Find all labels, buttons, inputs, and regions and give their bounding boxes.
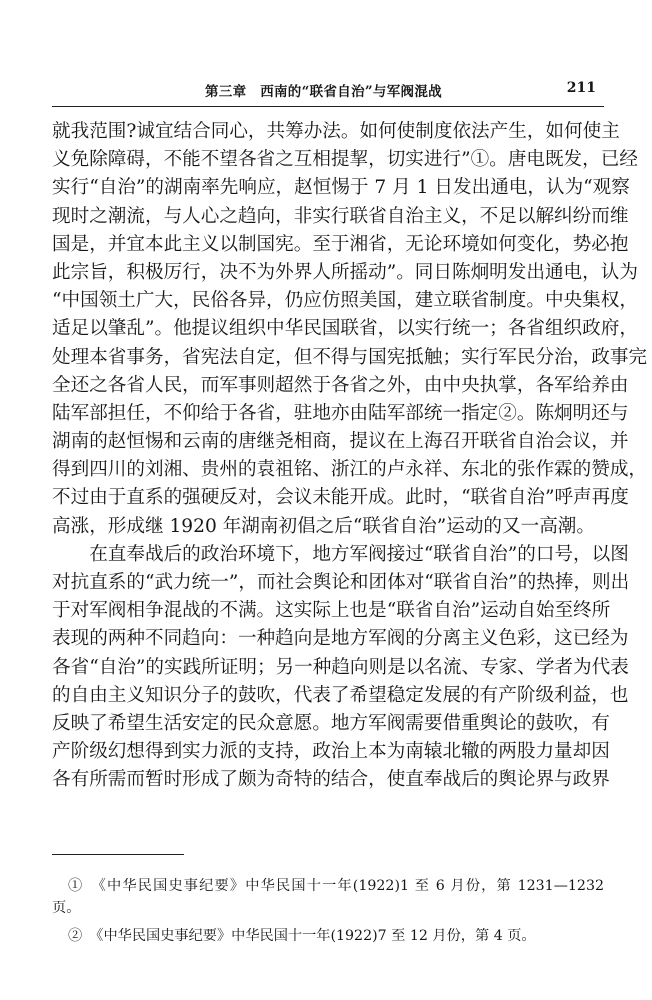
footnotes: [52, 875, 604, 947]
text-line: 得到四川的刘湘、贵州的袁祖铭、浙江的卢永祥、东北的张作霖的赞成，: [52, 459, 648, 481]
text-line: 在直奉战后的政治环境下，地方军阀接过“联省自治”的口号，以图: [52, 543, 629, 565]
text-line: 现时之潮流，与人心之趋向，非实行联省自治主义，不足以解纠纷而维: [52, 205, 629, 227]
text-line: 反映了希望生活安定的民众意愿。地方军阀需要借重舆论的鼓吹，有: [52, 712, 610, 734]
text-line: 陆军部担任，不仰给于各省，驻地亦由陆军部统一指定②。陈炯明还与: [52, 402, 629, 424]
text-line: 表现的两种不同趋向：一种趋向是地方军阀的分离主义色彩，这已经为: [52, 628, 629, 650]
running-header: [52, 80, 604, 104]
text-line: 国是，并宜本此主义以制国宪。至于湘省，无论环境如何变化，势必抱: [52, 233, 629, 255]
paragraph-end-line: 高涨，形成继 1920 年湖南初倡之后“联省自治”运动的又一高潮。: [52, 515, 595, 537]
text-line: 湖南的赵恒惕和云南的唐继尧相商，提议在上海召开联省自治会议，并: [52, 431, 629, 453]
text-line: 实行“自治”的湖南率先响应，赵恒惕于 7 月 1 日发出通电，认为“观察: [52, 177, 630, 199]
text-line: 处理本省事务，省宪法自定，但不得与国宪抵触；实行军民分治，政事完: [52, 346, 648, 368]
page-number: 211: [566, 80, 596, 96]
footnote-1-continuation: 页。: [52, 900, 81, 916]
text-line: 就我范围?诚宜结合同心，共筹办法。如何使制度依法产生，如何使主: [52, 121, 620, 142]
body-text: [52, 118, 648, 795]
footnote-1: ① 《中华民国史事纪要》中华民国十一年(1922)1 至 6 月份，第 1231—1232: [68, 878, 604, 894]
text-line: 于对军阀相争混战的不满。这实际上也是“联省自治”运动自始至终所: [52, 600, 611, 622]
text-line: 义免除障碍，不能不望各省之互相提挈，切实进行”①。唐电既发，已经: [52, 149, 638, 171]
text-line: 全还之各省人民，而军事则超然于各省之外，由中央执掌，各军给养由: [52, 374, 629, 396]
text-line: 此宗旨，积极厉行，决不为外界人所摇动”。同日陈炯明发出通电，认为: [52, 261, 638, 283]
footnote-rule: [52, 854, 184, 855]
footnote-2: ② 《中华民国史事纪要》中华民国十一年(1922)7 至 12 月份，第 4 页。: [68, 928, 536, 944]
chapter-title: 第三章 西南的“联省自治”与军阀混战: [205, 84, 442, 100]
text-line: 的自由主义知识分子的鼓吹，代表了希望稳定发展的有产阶级利益，也: [52, 684, 629, 706]
text-line: 产阶级幻想得到实力派的支持，政治上本为南辕北辙的两股力量却因: [52, 741, 610, 763]
header-rule: [52, 106, 604, 107]
text-line: 对抗直系的“武力统一”，而社会舆论和团体对“联省自治”的热捧，则出: [52, 572, 630, 593]
text-line: 各有所需而暂时形成了颇为奇特的结合，使直奉战后的舆论界与政界: [52, 769, 610, 791]
text-line: 各省“自治”的实践所证明；另一种趋向则是以名流、专家、学者为代表: [52, 656, 629, 678]
text-line: “中国领土广大，民俗各异，仍应仿照美国，建立联省制度。中央集权，: [52, 290, 638, 312]
text-line: 不过由于直系的强硬反对，会议未能开成。此时，“联省自治”呼声再度: [52, 487, 629, 509]
text-line: 适足以肇乱”。他提议组织中华民国联省，以实行统一；各省组织政府，: [52, 318, 638, 340]
